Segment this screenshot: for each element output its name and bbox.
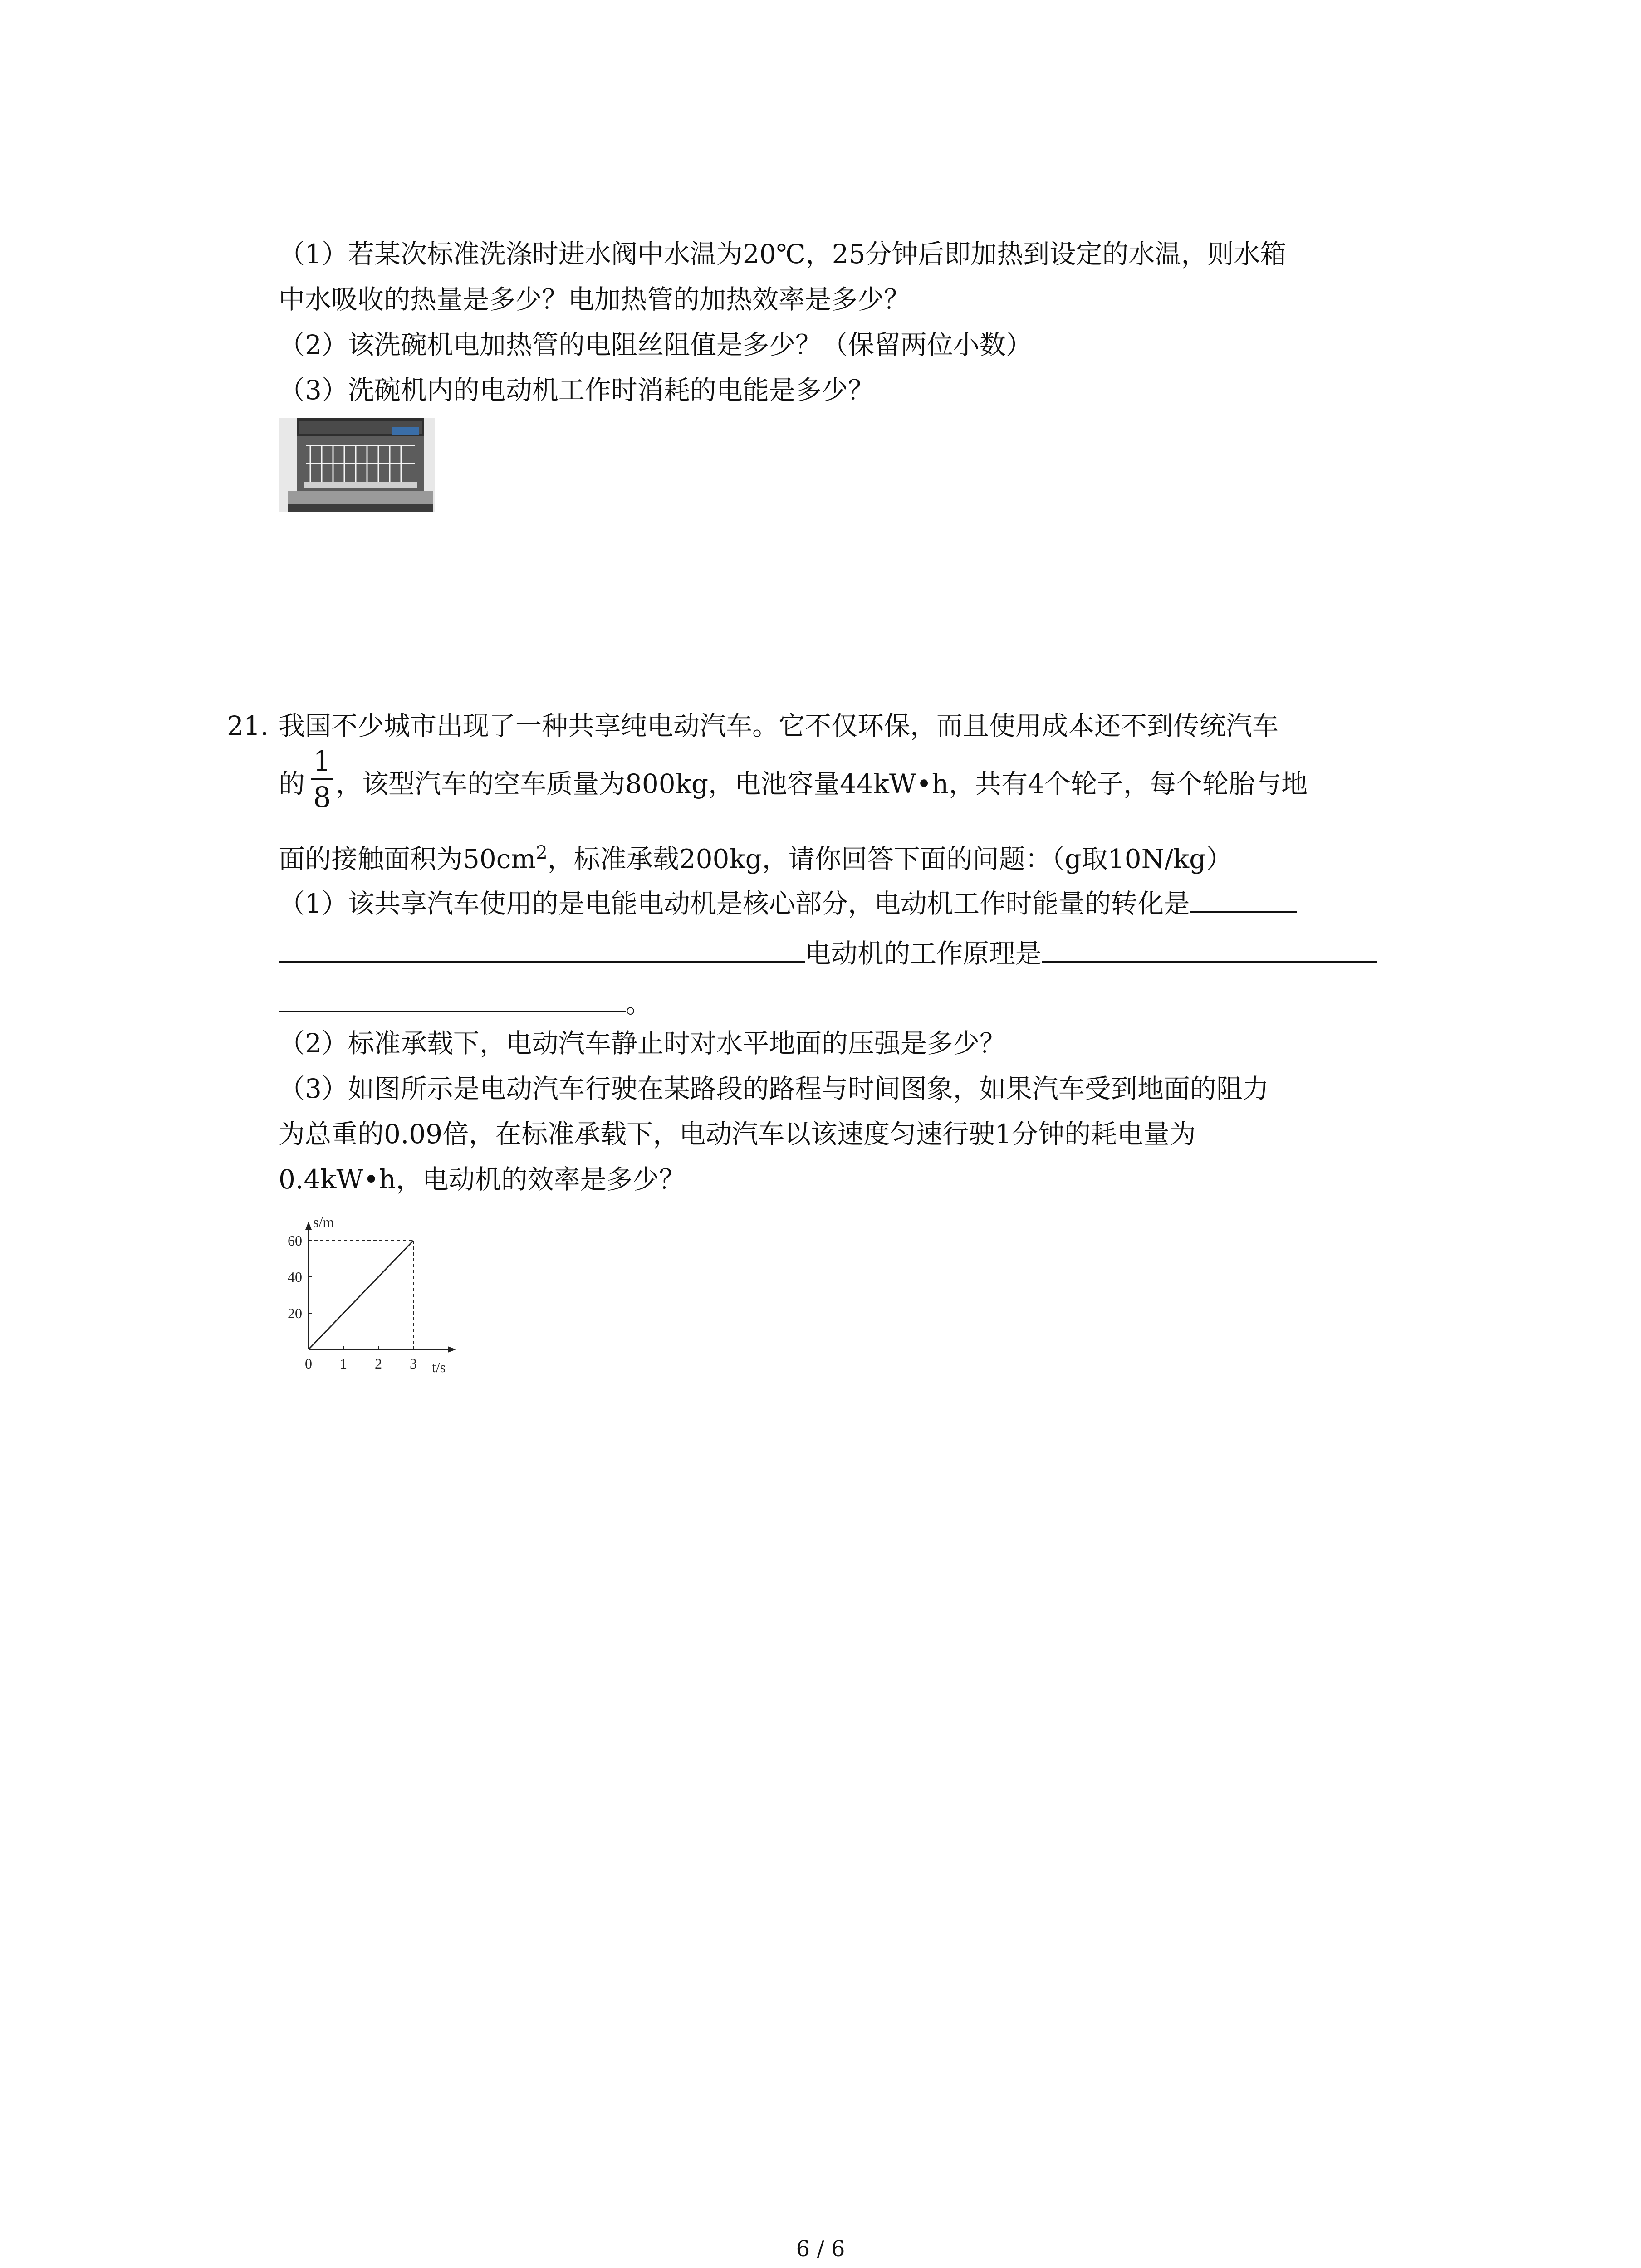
q21-line3 [279, 835, 1232, 877]
fraction-numerator: 1 [313, 744, 331, 777]
q21-part1-line1 [279, 885, 1297, 922]
q20-part1-line2: 中水吸收的热量是多少？电加热管的加热效率是多少？ [279, 284, 911, 315]
q21-line2-pre: 的 [279, 768, 305, 799]
q21-part1-end: 。 [626, 988, 652, 1019]
q21-part3-line2: 为总重的0.09倍，在标准承载下，电动汽车以该速度匀速行驶1分钟的耗电量为 [279, 1119, 1196, 1149]
q21-part1-text-b: 电动机的工作原理是 [805, 938, 1042, 969]
q21-line3-post: ，标准承载200kg，请你回答下面的问题：（g取10N/kg） [547, 843, 1233, 875]
x-tick-label: 2 [375, 1355, 382, 1372]
q21-line2-post: ，该型汽车的空车质量为800kg，电池容量44kW•h，共有4个轮子，每个轮胎与地 [336, 768, 1308, 799]
q21-part3-line3: 0.4kW•h，电动机的效率是多少？ [279, 1164, 686, 1195]
q20-part2: （2）该洗碗机电加热管的电阻丝阻值是多少？（保留两位小数） [279, 329, 1032, 360]
fraction-denominator: 8 [313, 781, 331, 814]
distance-time-chart [272, 1213, 463, 1395]
y-tick-label: 40 [288, 1269, 302, 1285]
fraction-one-eighth [309, 744, 336, 815]
q21-part1-text-a: （1）该共享汽车使用的是电能电动机是核心部分，电动机工作时能量的转化是 [279, 888, 1190, 919]
series-line [309, 1241, 413, 1349]
answer-blank-energy-conversion-1[interactable] [1190, 885, 1297, 913]
y-tick-label: 60 [288, 1232, 302, 1249]
q21-line1: 我国不少城市出现了一种共享纯电动汽车。它不仅环保，而且使用成本还不到传统汽车 [279, 710, 1279, 741]
x-axis-label: t/s [432, 1359, 446, 1375]
q20-part3: （3）洗碗机内的电动机工作时消耗的电能是多少？ [279, 375, 874, 406]
q21-part1-line3 [279, 984, 652, 1022]
page-number: 6 / 6 [796, 2236, 845, 2262]
y-axis-label: s/m [313, 1214, 334, 1230]
y-axis-arrow [305, 1222, 312, 1230]
x-tick-label: 3 [410, 1355, 417, 1372]
answer-blank-energy-conversion-2[interactable] [279, 934, 805, 963]
y-tick-label: 20 [288, 1305, 302, 1321]
x-axis-arrow [448, 1346, 456, 1353]
q21-part1-line2 [279, 934, 1377, 972]
q21-part2: （2）标准承载下，电动汽车静止时对水平地面的压强是多少？ [279, 1028, 1006, 1059]
answer-blank-working-principle-2[interactable] [279, 984, 626, 1012]
x-tick-label: 1 [340, 1355, 347, 1372]
dishwasher-image [279, 418, 435, 512]
q21-number: 21. [227, 710, 269, 741]
q21-line3-superscript: 2 [536, 842, 548, 863]
q21-line3-pre: 面的接触面积为50cm [279, 843, 536, 875]
answer-blank-working-principle-1[interactable] [1042, 934, 1377, 963]
x-tick-label: 0 [305, 1355, 312, 1372]
q21-part3-line1: （3）如图所示是电动汽车行驶在某路段的路程与时间图象，如果汽车受到地面的阻力 [279, 1073, 1269, 1104]
q20-part1-line1: （1）若某次标准洗涤时进水阀中水温为20℃，25分钟后即加热到设定的水温，则水箱 [279, 239, 1287, 269]
